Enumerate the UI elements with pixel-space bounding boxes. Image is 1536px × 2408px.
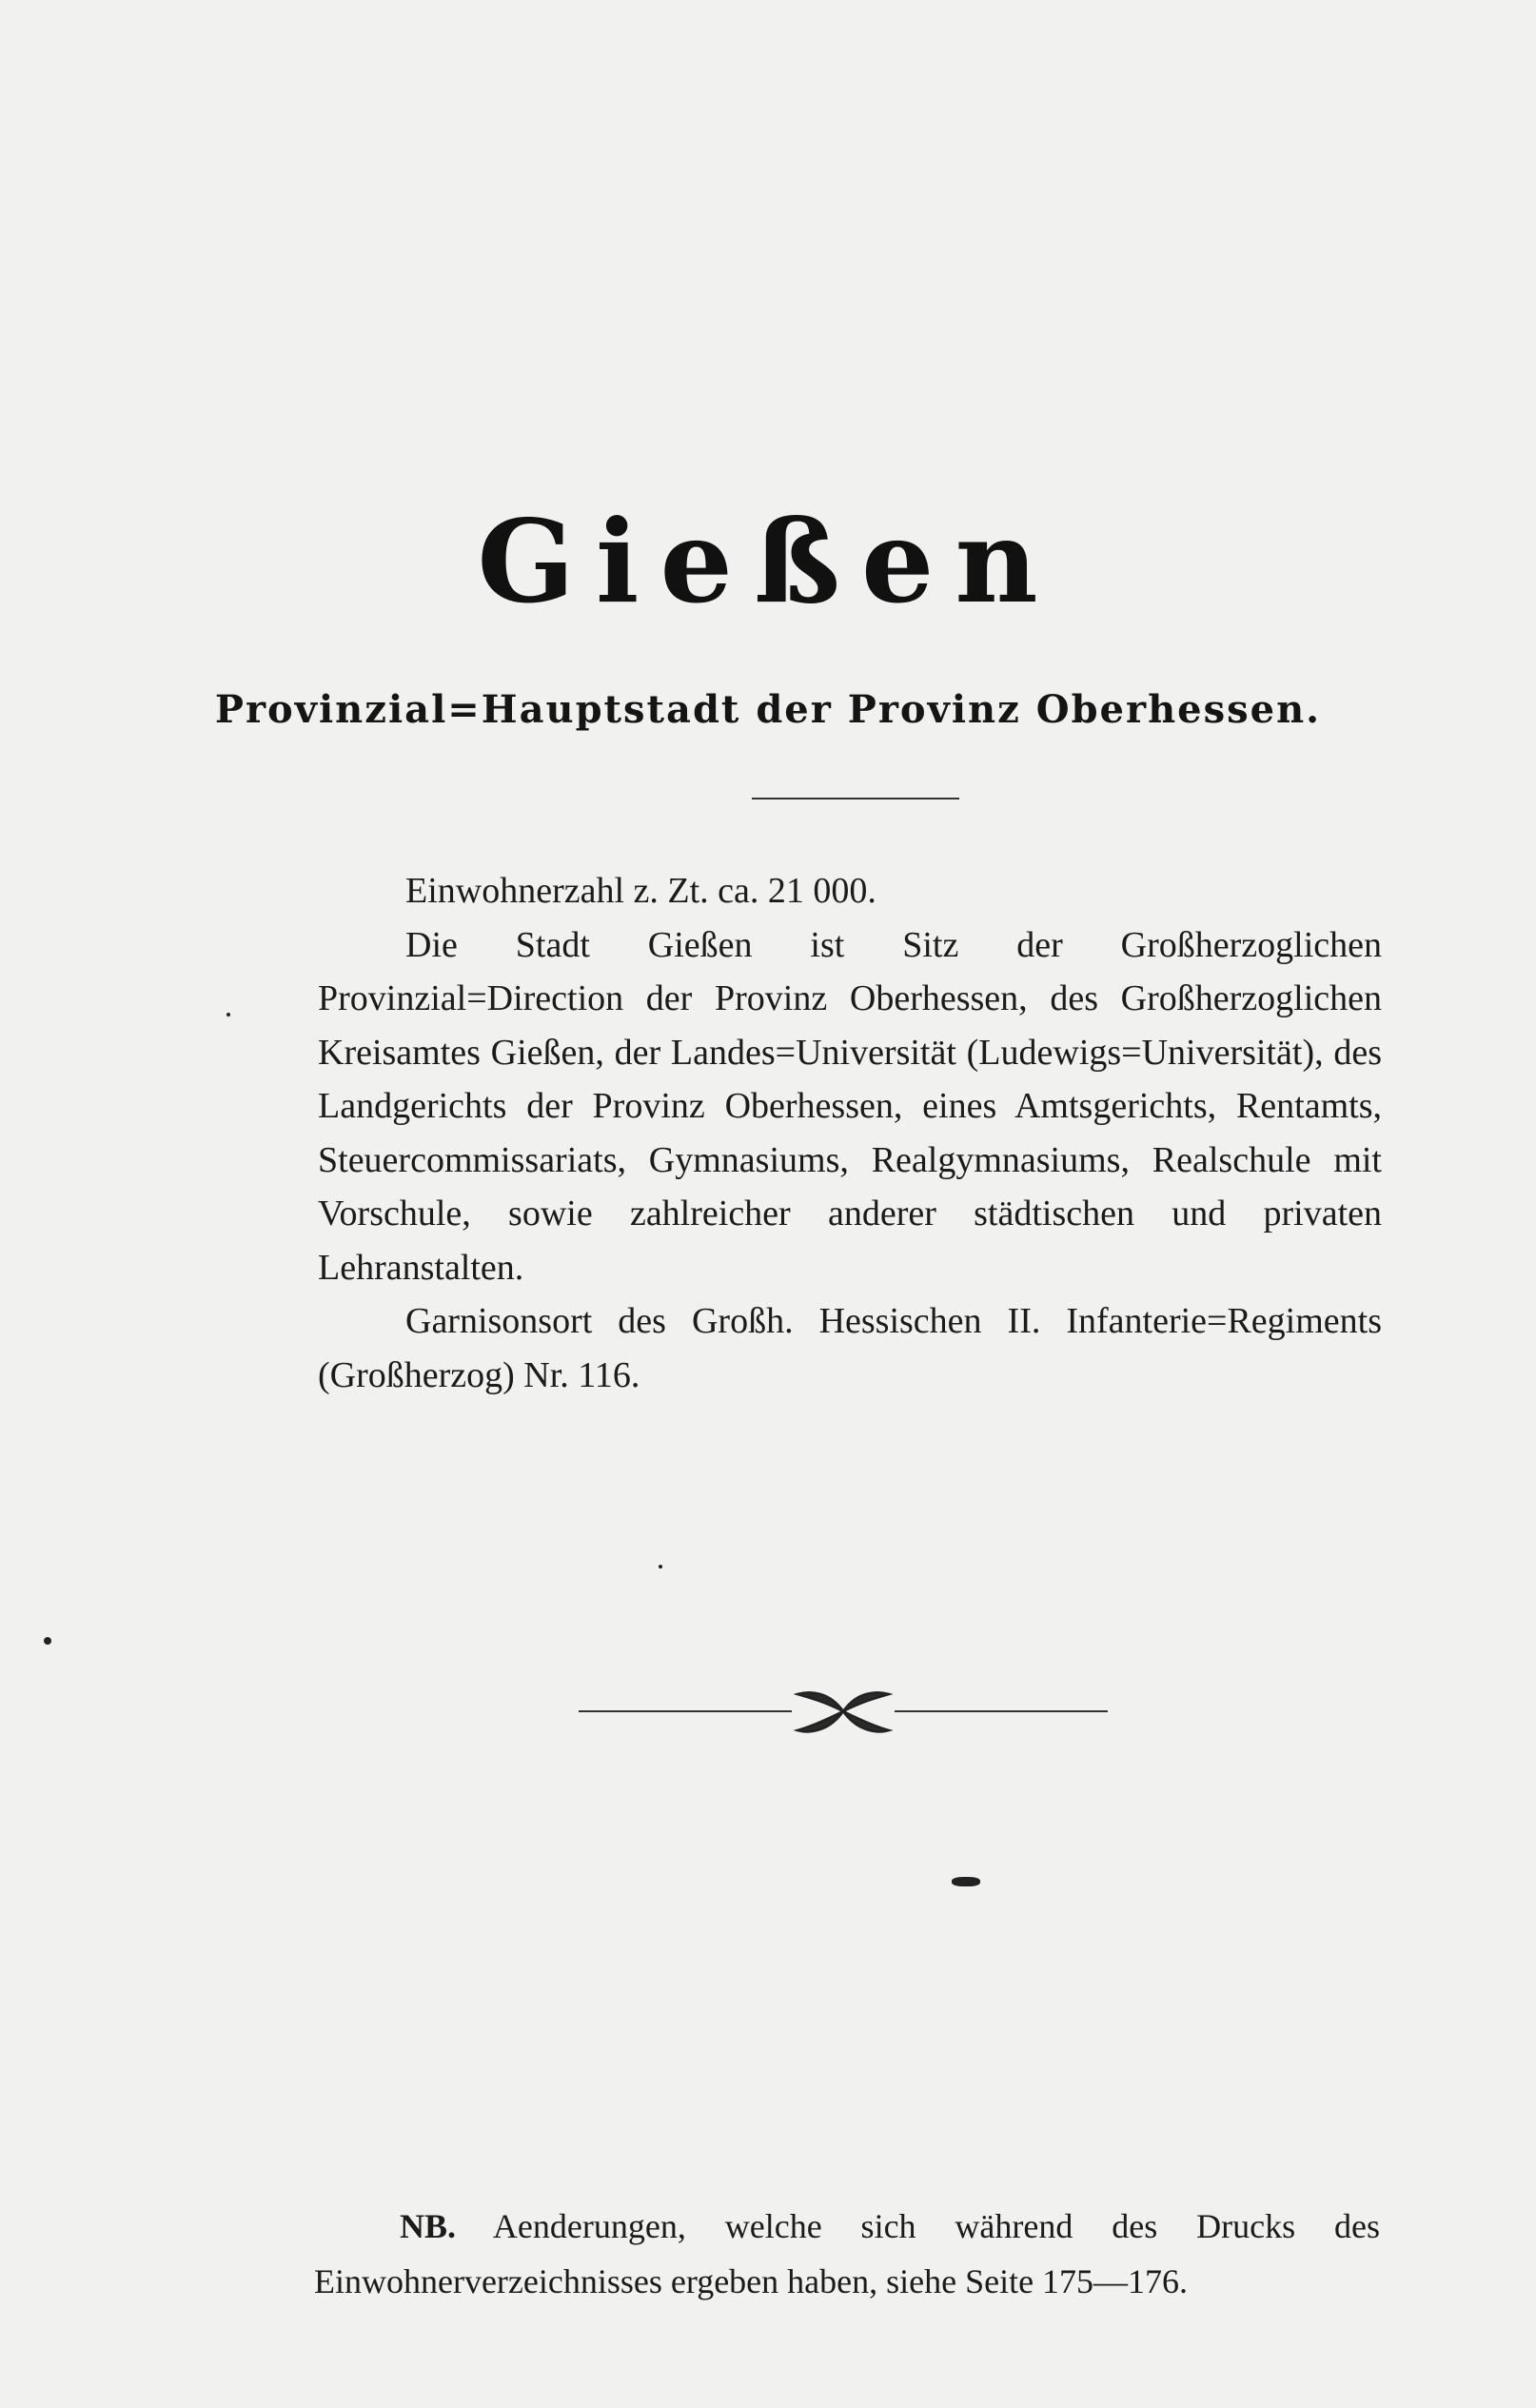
footnote bbox=[314, 2199, 1380, 2309]
footnote-text: Aenderungen, welche sich während des Drucks des Einwohnerverzeichnisses ergeben haben, siehe Seite 175—176. bbox=[314, 2207, 1380, 2300]
ornament-line-right bbox=[895, 1710, 1108, 1712]
garrison-paragraph: Garnisonsort des Großh. Hessischen II. Infanterie=Regiments (Großherzog) Nr. 116. bbox=[318, 1301, 1382, 1395]
ornament-line-left bbox=[579, 1710, 792, 1712]
ink-speck bbox=[952, 1877, 980, 1886]
short-divider bbox=[752, 798, 959, 799]
institutions-paragraph: Die Stadt Gießen ist Sitz der Großherzoglichen Provinzial=Direction der Provinz Oberhessen, des Großherzoglichen Kreisamtes Gießen, der Landes=Universität (Ludewigs=Universität), des Landgerichts der Provinz Oberhessen, eines Amtsgerichts, Rentamts, Steuercommissariats, Gymnasiums, Realgymnasiums, Realschule mit Vorschule, sowie zahlreicher anderer städtischen und privaten Lehranstalten. bbox=[318, 924, 1382, 1288]
ink-speck bbox=[226, 1013, 230, 1016]
ornamental-divider bbox=[579, 1685, 1108, 1742]
page-subtitle: Provinzial=Hauptstadt der Provinz Oberhessen. bbox=[214, 687, 1322, 732]
population-paragraph: Einwohnerzahl z. Zt. ca. 21 000. bbox=[405, 871, 876, 911]
ink-speck bbox=[659, 1565, 662, 1569]
leaf-divider-icon bbox=[792, 1685, 895, 1742]
footnote-label: NB. bbox=[400, 2207, 457, 2245]
ink-speck bbox=[44, 1637, 51, 1645]
body-text bbox=[318, 864, 1382, 1402]
page-title: Gießen bbox=[477, 495, 1059, 629]
